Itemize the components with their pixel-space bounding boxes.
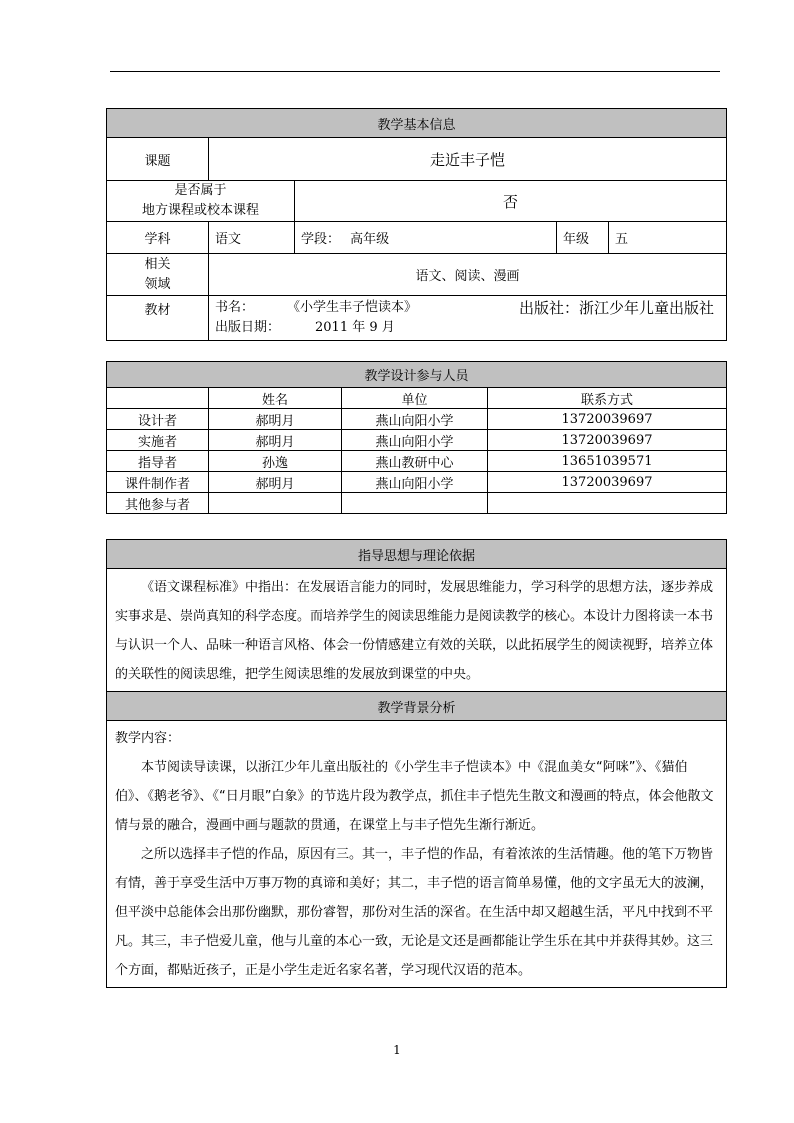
background-header: 教学背景分析 (107, 692, 727, 721)
unit-cell (342, 493, 488, 514)
contact-cell: 13651039571 (488, 451, 727, 472)
participants-header: 教学设计参与人员 (107, 362, 727, 388)
contact-cell (488, 493, 727, 514)
content-label: 教学内容： (115, 731, 181, 746)
role-cell: 指导者 (107, 451, 209, 472)
name-cell: 郝明月 (209, 430, 342, 451)
unit-cell: 燕山向阳小学 (342, 472, 488, 493)
subject-label: 学科 (107, 222, 209, 254)
topic-value: 走近丰子恺 (209, 138, 727, 181)
field-label (107, 254, 209, 296)
column-header-name: 姓名 (209, 388, 342, 409)
basic-info-header: 教学基本信息 (107, 109, 727, 138)
publisher-line (519, 298, 714, 318)
book-value: 《小学生丰子恺读本》 (287, 300, 418, 315)
column-header-contact: 联系方式 (488, 388, 727, 409)
table-row (107, 472, 727, 493)
publisher-value: 浙江少年儿童出版社 (579, 299, 715, 317)
local-label-line1: 是否属于 (174, 183, 227, 198)
background-paragraph-2: 之所以选择丰子恺的作品，原因有三。其一，丰子恺的作品，有着浓浓的生活情趣。他的笔下万物皆有情，善于享受生活中万事万物的真谛和美好；其二，丰子恺的语言简单易懂，他的文字虽无大的波澜，但平淡中总能体会出那份幽默，那份睿智，那份对生活的深省。在生活中却又超越生活，平凡中找到不平凡。其三，丰子恺爱儿童，他与儿童的本心一致，无论是文还是画都能让学生乐在其中并获得其妙。这三个方面，都贴近孩子，正是小学生走近名家名著，学习现代汉语的范本。 (115, 847, 714, 978)
contact-cell: 13720039697 (488, 472, 727, 493)
local-course-value: 否 (295, 181, 727, 222)
date-label: 出版日期： (215, 320, 281, 335)
column-header-unit: 单位 (342, 388, 488, 409)
name-cell (209, 493, 342, 514)
unit-cell: 燕山向阳小学 (342, 409, 488, 430)
date-value: 2011 年 9 月 (315, 320, 395, 335)
participants-table (106, 361, 727, 514)
role-cell: 其他参与者 (107, 493, 209, 514)
unit-cell: 燕山教研中心 (342, 451, 488, 472)
table-row (107, 430, 727, 451)
role-cell: 实施者 (107, 430, 209, 451)
background-paragraph-1: 本节阅读导读课，以浙江少年儿童出版社的《小学生丰子恺读本》中《混血美女“阿咪”》、《猫伯伯》、《鹅老爷》、《“日月眼”白象》的节选片段为教学点，抓住丰子恺先生散文和漫画的特点，体会他散文情与景的融合，漫画中画与题款的贯通，在课堂上与丰子恺先生渐行渐近。 (115, 760, 714, 833)
stage-value: 高年级 (350, 232, 390, 247)
contact-cell: 13720039697 (488, 430, 727, 451)
field-label-line1: 相关 (144, 256, 171, 272)
stage-cell (295, 222, 557, 254)
topic-label: 课题 (107, 138, 209, 181)
basic-info-table (106, 108, 727, 341)
name-cell: 郝明月 (209, 409, 342, 430)
analysis-table (106, 539, 727, 988)
field-value: 语文、阅读、漫画 (209, 254, 727, 296)
participants-corner (107, 388, 209, 409)
field-label-line2: 领域 (144, 276, 171, 292)
table-row (107, 493, 727, 514)
guidance-body (107, 569, 727, 692)
guidance-header: 指导思想与理论依据 (107, 540, 727, 569)
name-cell: 郝明月 (209, 472, 342, 493)
guidance-text: 《语文课程标准》中指出：在发展语言能力的同时，发展思维能力，学习科学的思想方法，逐步养成实事求是、崇尚真知的科学态度。而培养学生的阅读思维能力是阅读教学的核心。本设计力图将读一本书与认识一个人、品味一种语言风格、体会一份情感建立有效的关联，以此拓展学生的阅读视野，培养立体的关联性的阅读思维，把学生阅读思维的发展放到课堂的中央。 (115, 580, 714, 682)
material-label: 教材 (107, 296, 209, 341)
book-label: 书名： (215, 300, 255, 315)
stage-label: 学段： (301, 232, 341, 247)
unit-cell: 燕山向阳小学 (342, 430, 488, 451)
header-rule (110, 71, 720, 72)
local-label-line2: 地方课程或校本课程 (141, 203, 259, 218)
publisher-label: 出版社： (519, 299, 580, 317)
contact-cell: 13720039697 (488, 409, 727, 430)
grade-value: 五 (609, 222, 727, 254)
name-cell: 孙逸 (209, 451, 342, 472)
role-cell: 课件制作者 (107, 472, 209, 493)
grade-label: 年级 (557, 222, 609, 254)
material-value (209, 296, 727, 341)
subject-value: 语文 (209, 222, 295, 254)
role-cell: 设计者 (107, 409, 209, 430)
table-row (107, 451, 727, 472)
page-number: 1 (393, 1043, 401, 1057)
table-row (107, 409, 727, 430)
local-course-label (107, 181, 295, 222)
background-body (107, 721, 727, 988)
